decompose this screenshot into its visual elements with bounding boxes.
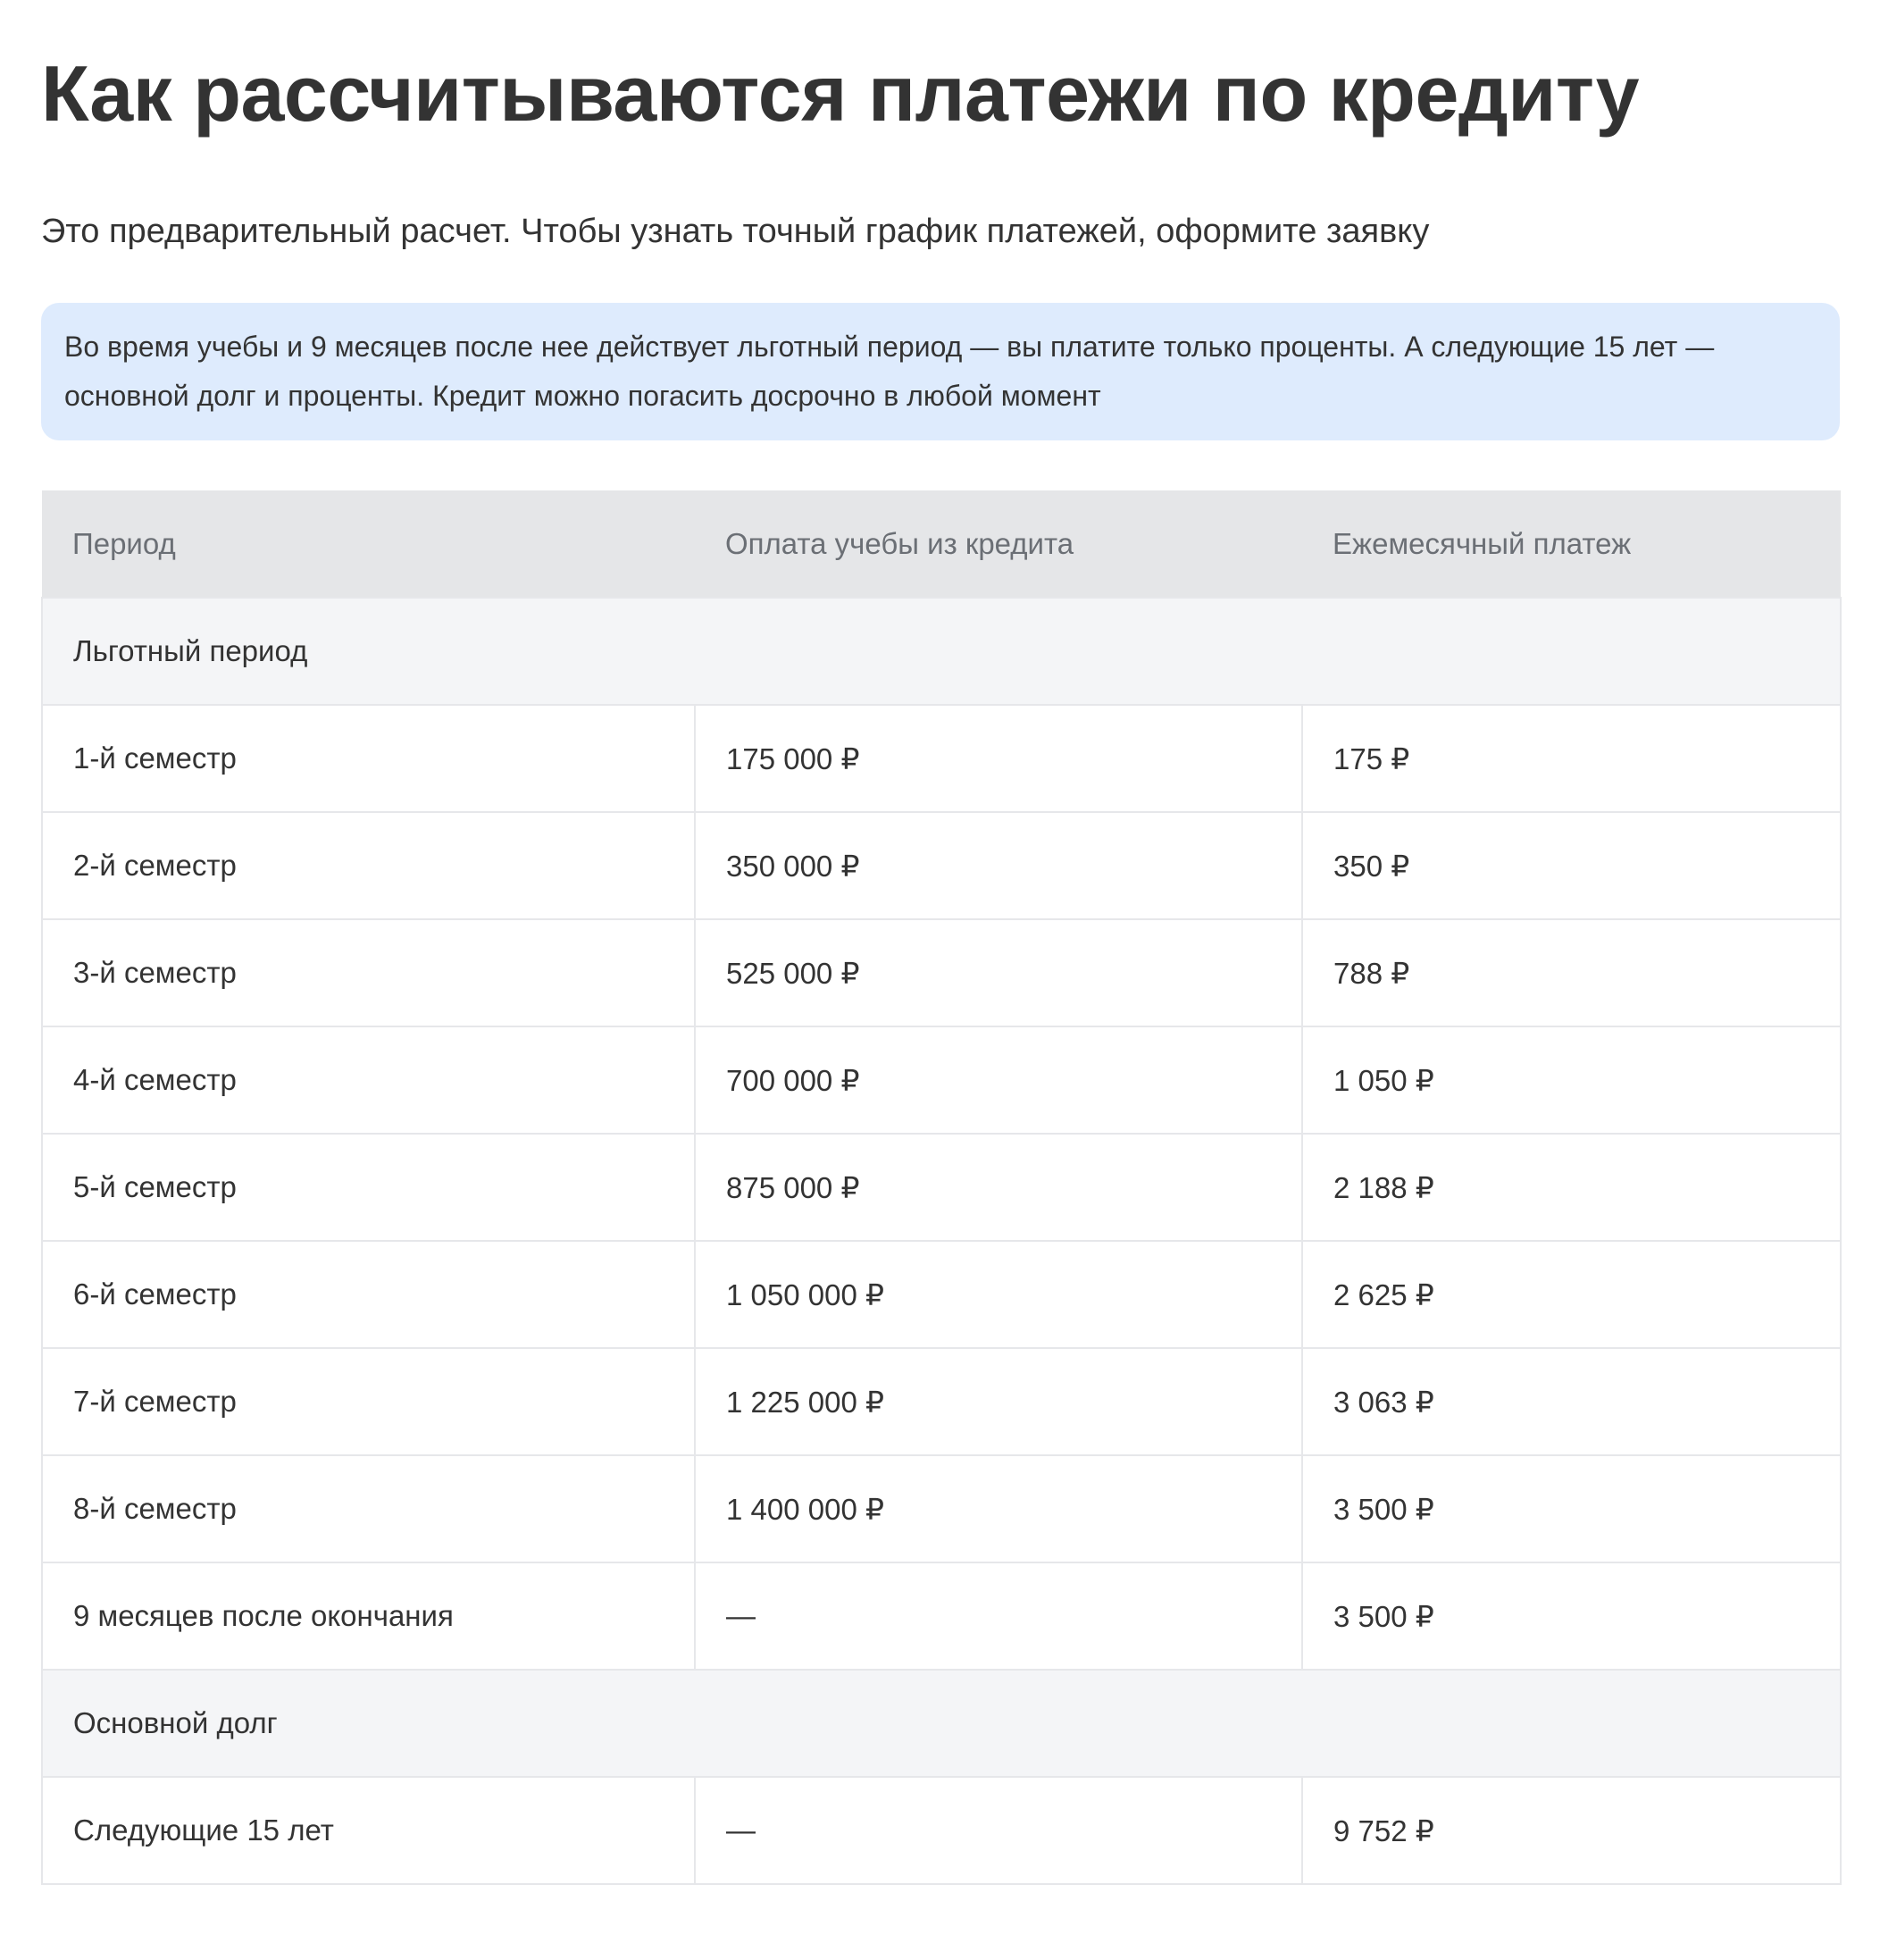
cell-monthly-payment: 3 500 ₽ xyxy=(1302,1455,1841,1562)
table-row xyxy=(42,1777,1841,1884)
cell-period: 6-й семестр xyxy=(42,1241,695,1348)
cell-tuition: — xyxy=(695,1777,1302,1884)
cell-tuition: 525 000 ₽ xyxy=(695,919,1302,1026)
cell-monthly-payment: 788 ₽ xyxy=(1302,919,1841,1026)
table-row xyxy=(42,1562,1841,1670)
section-label: Льготный период xyxy=(42,598,1841,705)
table-row xyxy=(42,1241,1841,1348)
table-row xyxy=(42,812,1841,919)
cell-period: 9 месяцев после окончания xyxy=(42,1562,695,1670)
section-label: Основной долг xyxy=(42,1670,1841,1777)
column-header-tuition: Оплата учебы из кредита xyxy=(695,490,1302,598)
table-header xyxy=(42,490,1841,598)
table-row xyxy=(42,705,1841,812)
cell-monthly-payment: 2 188 ₽ xyxy=(1302,1134,1841,1241)
cell-period: 8-й семестр xyxy=(42,1455,695,1562)
cell-period: 7-й семестр xyxy=(42,1348,695,1455)
payment-schedule-table xyxy=(41,490,1842,1885)
cell-monthly-payment: 175 ₽ xyxy=(1302,705,1841,812)
table-row xyxy=(42,919,1841,1026)
table-row xyxy=(42,1348,1841,1455)
cell-tuition: 1 050 000 ₽ xyxy=(695,1241,1302,1348)
page-title: Как рассчитываются платежи по кредиту xyxy=(41,49,1640,138)
cell-period: 4-й семестр xyxy=(42,1026,695,1134)
table-row xyxy=(42,1026,1841,1134)
cell-tuition: 875 000 ₽ xyxy=(695,1134,1302,1241)
cell-monthly-payment: 3 063 ₽ xyxy=(1302,1348,1841,1455)
table-body xyxy=(42,598,1841,1884)
cell-tuition: — xyxy=(695,1562,1302,1670)
cell-monthly-payment: 350 ₽ xyxy=(1302,812,1841,919)
page-content xyxy=(41,0,1840,1885)
cell-period: Следующие 15 лет xyxy=(42,1777,695,1884)
cell-monthly-payment: 2 625 ₽ xyxy=(1302,1241,1841,1348)
column-header-monthly-payment: Ежемесячный платеж xyxy=(1302,490,1841,598)
cell-monthly-payment: 9 752 ₽ xyxy=(1302,1777,1841,1884)
info-note: Во время учебы и 9 месяцев после нее действует льготный период — вы платите только проценты. А следующие 15 лет — основной долг и проценты. Кредит можно погасить досрочно в любой момент xyxy=(41,303,1840,440)
column-header-period: Период xyxy=(42,490,695,598)
cell-tuition: 1 400 000 ₽ xyxy=(695,1455,1302,1562)
cell-tuition: 700 000 ₽ xyxy=(695,1026,1302,1134)
cell-tuition: 350 000 ₽ xyxy=(695,812,1302,919)
cell-period: 2-й семестр xyxy=(42,812,695,919)
table-header-row xyxy=(42,490,1841,598)
section-row-grace-period xyxy=(42,598,1841,705)
table-row xyxy=(42,1455,1841,1562)
cell-period: 3-й семестр xyxy=(42,919,695,1026)
section-row-principal-debt xyxy=(42,1670,1841,1777)
cell-tuition: 1 225 000 ₽ xyxy=(695,1348,1302,1455)
table-row xyxy=(42,1134,1841,1241)
page-subtitle: Это предварительный расчет. Чтобы узнать точный график платежей, оформите заявку xyxy=(41,213,1430,250)
cell-tuition: 175 000 ₽ xyxy=(695,705,1302,812)
cell-period: 1-й семестр xyxy=(42,705,695,812)
cell-monthly-payment: 1 050 ₽ xyxy=(1302,1026,1841,1134)
cell-monthly-payment: 3 500 ₽ xyxy=(1302,1562,1841,1670)
cell-period: 5-й семестр xyxy=(42,1134,695,1241)
